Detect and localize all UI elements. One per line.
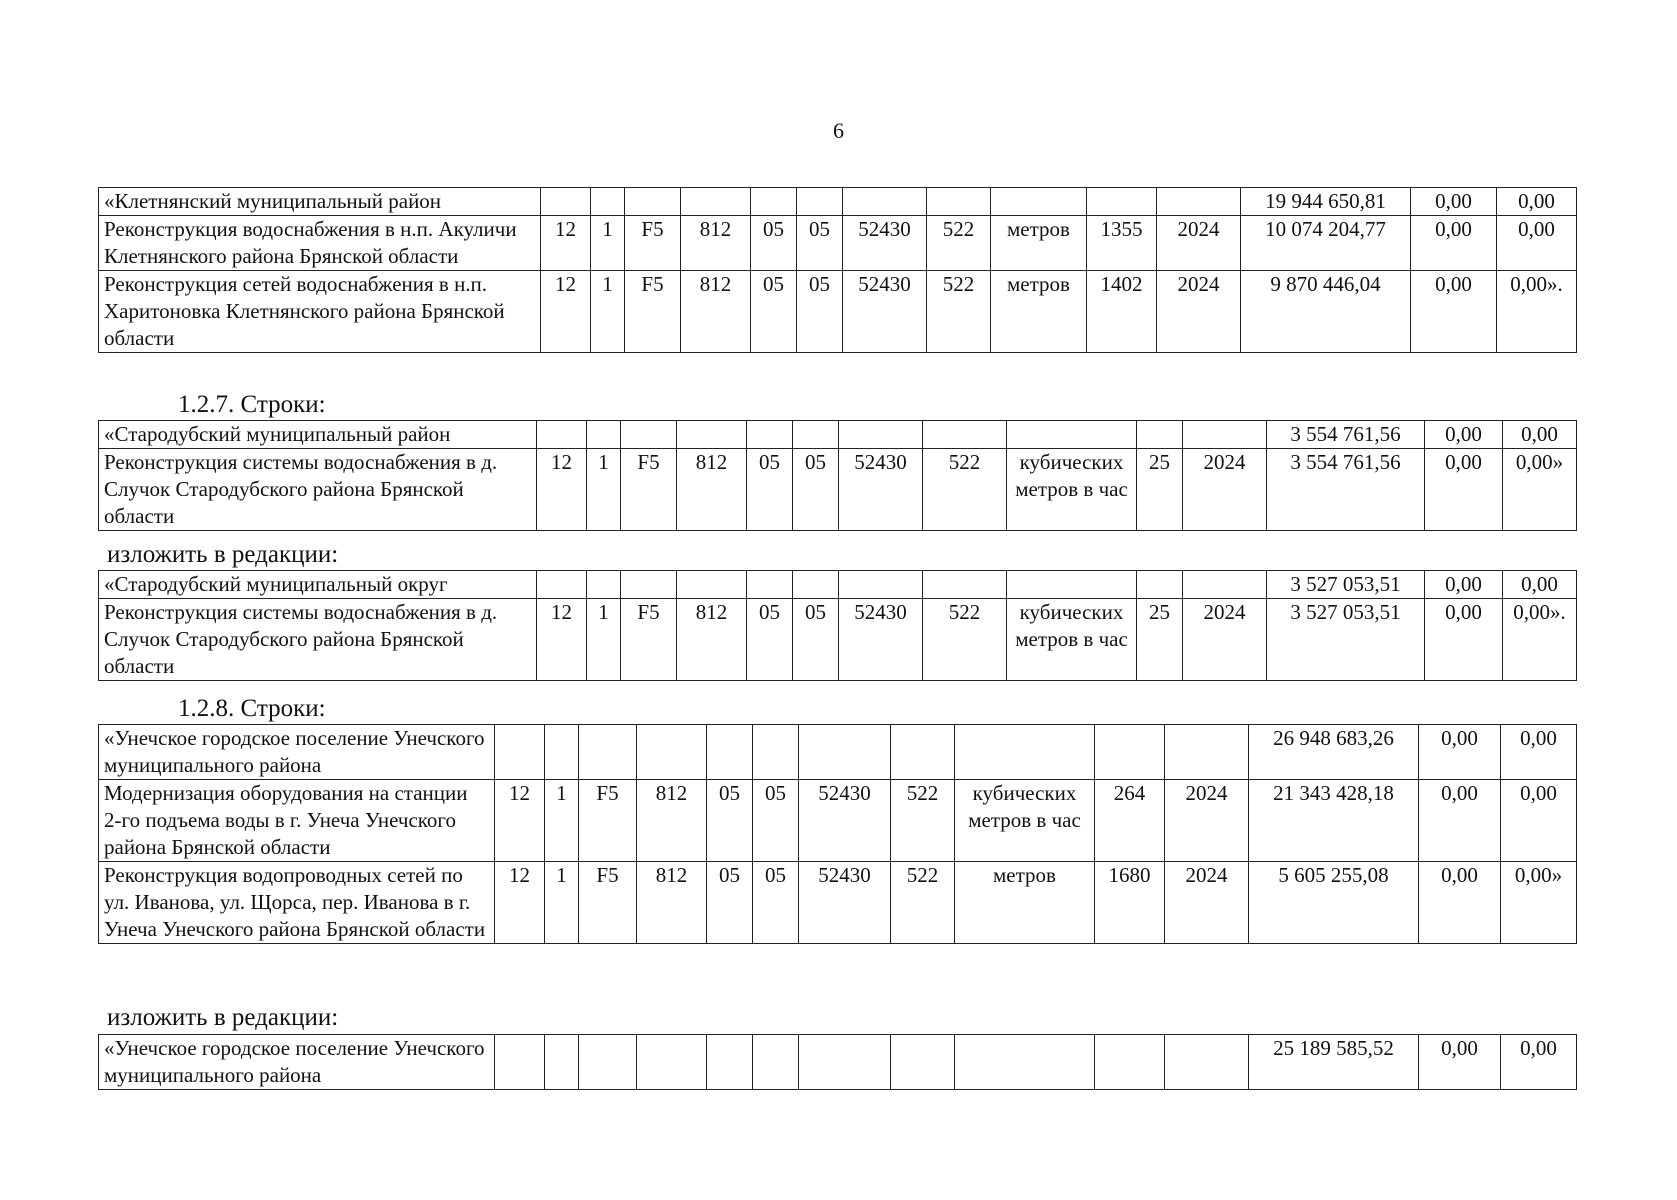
- table-cell: 2024: [1165, 780, 1249, 862]
- table-cell: [579, 725, 637, 780]
- table-cell: 3 554 761,56: [1267, 449, 1425, 531]
- table-cell: [1007, 421, 1137, 449]
- table-cell: F5: [625, 216, 681, 271]
- table-cell: 25 189 585,52: [1249, 1035, 1419, 1090]
- table-cell: 812: [637, 780, 707, 862]
- table-cell: 05: [747, 599, 793, 681]
- table-cell: [625, 188, 681, 216]
- table-cell: [637, 1035, 707, 1090]
- table-cell: [955, 725, 1095, 780]
- table-cell: [621, 421, 677, 449]
- table-cell: 52430: [839, 449, 923, 531]
- table-cell: 0,00: [1425, 571, 1503, 599]
- table-cell: 2024: [1183, 449, 1267, 531]
- table-cell: 0,00: [1503, 421, 1577, 449]
- budget-table-unecha-old: [98, 724, 1577, 944]
- table-row: [99, 862, 1577, 944]
- table-cell: 0,00».: [1503, 599, 1577, 681]
- table-cell: 0,00»: [1501, 862, 1577, 944]
- table-cell: F5: [625, 271, 681, 353]
- table-cell: 05: [793, 449, 839, 531]
- row-name: Реконструкция водоснабжения в н.п. Акуличи Клетнянского района Брянской области: [99, 216, 541, 271]
- table-cell: 2024: [1165, 862, 1249, 944]
- table-cell: 0,00».: [1497, 271, 1577, 353]
- table-cell: 1: [587, 599, 621, 681]
- row-name: Реконструкция системы водоснабжения в д. Случок Стародубского района Брянской области: [99, 599, 537, 681]
- table-cell: 05: [793, 599, 839, 681]
- table-cell: 522: [927, 216, 991, 271]
- table-cell: 0,00: [1501, 1035, 1577, 1090]
- table-cell: [955, 1035, 1095, 1090]
- table-cell: [891, 725, 955, 780]
- table-cell: метров: [955, 862, 1095, 944]
- table-row: [99, 571, 1577, 599]
- table-cell: 9 870 446,04: [1241, 271, 1411, 353]
- table-cell: [1087, 188, 1157, 216]
- table-cell: 522: [927, 271, 991, 353]
- table-cell: 1: [591, 216, 625, 271]
- table-row: [99, 216, 1577, 271]
- table-row: [99, 725, 1577, 780]
- table-cell: [1137, 571, 1183, 599]
- table-cell: 1: [587, 449, 621, 531]
- table-cell: 522: [923, 599, 1007, 681]
- table-cell: [541, 188, 591, 216]
- table-cell: 12: [537, 599, 587, 681]
- table-cell: [1137, 421, 1183, 449]
- table-cell: 3 527 053,51: [1267, 599, 1425, 681]
- table-cell: [797, 188, 843, 216]
- table-cell: 52430: [843, 271, 927, 353]
- table-cell: 0,00: [1425, 449, 1503, 531]
- row-name: Реконструкция водопроводных сетей по ул. Иванова, ул. Щорса, пер. Иванова в г. Унеча Унечского района Брянской области: [99, 862, 495, 944]
- table-cell: метров: [991, 271, 1087, 353]
- table-cell: [707, 725, 753, 780]
- table-cell: 2024: [1157, 216, 1241, 271]
- table-cell: 0,00: [1503, 571, 1577, 599]
- table-cell: [1165, 725, 1249, 780]
- table-cell: 52430: [843, 216, 927, 271]
- table-cell: 05: [707, 862, 753, 944]
- table-cell: [751, 188, 797, 216]
- row-name: «Клетнянский муниципальный район: [99, 188, 541, 216]
- table-cell: 12: [495, 862, 545, 944]
- table-cell: [747, 571, 793, 599]
- table-cell: F5: [621, 599, 677, 681]
- table-row: [99, 780, 1577, 862]
- budget-table-kletnya: [98, 187, 1577, 353]
- table-cell: 2024: [1183, 599, 1267, 681]
- table-cell: [587, 571, 621, 599]
- table-cell: 0,00: [1419, 1035, 1501, 1090]
- row-name: Модернизация оборудования на станции 2-го подъема воды в г. Унеча Унечского района Брянской области: [99, 780, 495, 862]
- table-cell: 522: [891, 862, 955, 944]
- table-cell: 52430: [799, 780, 891, 862]
- table-cell: 812: [681, 271, 751, 353]
- table-cell: [677, 571, 747, 599]
- table-cell: [637, 725, 707, 780]
- table-cell: 3 554 761,56: [1267, 421, 1425, 449]
- table-cell: 05: [753, 862, 799, 944]
- table-cell: 05: [797, 271, 843, 353]
- table-row: [99, 188, 1577, 216]
- table-cell: [839, 421, 923, 449]
- table-row: [99, 1035, 1577, 1090]
- table-cell: 05: [753, 780, 799, 862]
- table-cell: F5: [579, 780, 637, 862]
- table-cell: F5: [579, 862, 637, 944]
- table-cell: 0,00: [1419, 862, 1501, 944]
- table-cell: 0,00: [1411, 271, 1497, 353]
- row-name: «Стародубский муниципальный округ: [99, 571, 537, 599]
- table-cell: [681, 188, 751, 216]
- table-cell: 12: [495, 780, 545, 862]
- table-cell: 26 948 683,26: [1249, 725, 1419, 780]
- table-cell: 0,00»: [1503, 449, 1577, 531]
- table-cell: [799, 1035, 891, 1090]
- table-cell: [843, 188, 927, 216]
- table-cell: [621, 571, 677, 599]
- budget-table-starodub-old: [98, 420, 1577, 531]
- table-cell: 12: [541, 216, 591, 271]
- table-cell: [753, 725, 799, 780]
- table-cell: 12: [541, 271, 591, 353]
- table-cell: 0,00: [1411, 216, 1497, 271]
- row-name: Реконструкция сетей водоснабжения в н.п. Харитоновка Клетнянского района Брянской области: [99, 271, 541, 353]
- table-cell: [587, 421, 621, 449]
- table-cell: [839, 571, 923, 599]
- table-cell: [991, 188, 1087, 216]
- table-cell: 05: [797, 216, 843, 271]
- section-heading: изложить в редакции:: [107, 1004, 339, 1031]
- table-cell: 2024: [1157, 271, 1241, 353]
- table-cell: [927, 188, 991, 216]
- table-cell: 10 074 204,77: [1241, 216, 1411, 271]
- table-row: [99, 599, 1577, 681]
- table-cell: [677, 421, 747, 449]
- table-cell: 0,00: [1425, 599, 1503, 681]
- table-cell: 0,00: [1497, 216, 1577, 271]
- table-cell: 1: [545, 780, 579, 862]
- table-cell: 522: [923, 449, 1007, 531]
- table-cell: 0,00: [1425, 421, 1503, 449]
- table-cell: 21 343 428,18: [1249, 780, 1419, 862]
- table-cell: [1157, 188, 1241, 216]
- table-cell: 5 605 255,08: [1249, 862, 1419, 944]
- table-cell: [537, 571, 587, 599]
- table-cell: [537, 421, 587, 449]
- table-cell: 812: [677, 449, 747, 531]
- table-cell: [793, 421, 839, 449]
- table-cell: [1183, 571, 1267, 599]
- table-cell: 05: [707, 780, 753, 862]
- table-row: [99, 421, 1577, 449]
- table-cell: 0,00: [1419, 780, 1501, 862]
- table-cell: 812: [637, 862, 707, 944]
- section-heading: 1.2.7. Строки:: [178, 391, 326, 418]
- table-cell: 0,00: [1501, 725, 1577, 780]
- table-cell: 0,00: [1497, 188, 1577, 216]
- table-cell: кубических метров в час: [1007, 449, 1137, 531]
- page-number: 6: [833, 118, 844, 143]
- row-name: «Стародубский муниципальный район: [99, 421, 537, 449]
- table-cell: [545, 725, 579, 780]
- table-cell: 19 944 650,81: [1241, 188, 1411, 216]
- table-cell: 1355: [1087, 216, 1157, 271]
- table-cell: 05: [751, 271, 797, 353]
- table-cell: [1095, 1035, 1165, 1090]
- table-cell: 52430: [839, 599, 923, 681]
- table-cell: 05: [751, 216, 797, 271]
- table-cell: кубических метров в час: [1007, 599, 1137, 681]
- budget-table-unecha-new: [98, 1034, 1577, 1090]
- row-name: «Унечское городское поселение Унечского муниципального района: [99, 725, 495, 780]
- table-cell: 812: [681, 216, 751, 271]
- table-cell: [591, 188, 625, 216]
- table-cell: [747, 421, 793, 449]
- table-cell: [707, 1035, 753, 1090]
- table-cell: метров: [991, 216, 1087, 271]
- budget-table-starodub-new: [98, 570, 1577, 681]
- table-cell: 25: [1137, 599, 1183, 681]
- table-cell: 0,00: [1419, 725, 1501, 780]
- table-cell: [1007, 571, 1137, 599]
- section-heading: 1.2.8. Строки:: [178, 695, 326, 722]
- table-row: [99, 271, 1577, 353]
- table-cell: 1680: [1095, 862, 1165, 944]
- table-cell: [1095, 725, 1165, 780]
- table-cell: 0,00: [1411, 188, 1497, 216]
- table-cell: кубических метров в час: [955, 780, 1095, 862]
- table-cell: [923, 571, 1007, 599]
- table-cell: [495, 725, 545, 780]
- table-cell: 1: [545, 862, 579, 944]
- table-cell: 1402: [1087, 271, 1157, 353]
- table-cell: 522: [891, 780, 955, 862]
- row-name: Реконструкция системы водоснабжения в д. Случок Стародубского района Брянской области: [99, 449, 537, 531]
- table-row: [99, 449, 1577, 531]
- table-cell: [923, 421, 1007, 449]
- table-cell: 05: [747, 449, 793, 531]
- table-cell: 1: [591, 271, 625, 353]
- table-cell: 3 527 053,51: [1267, 571, 1425, 599]
- section-heading: изложить в редакции:: [107, 541, 339, 568]
- table-cell: [1165, 1035, 1249, 1090]
- table-cell: 812: [677, 599, 747, 681]
- table-cell: [545, 1035, 579, 1090]
- table-cell: [793, 571, 839, 599]
- row-name: «Унечское городское поселение Унечского муниципального района: [99, 1035, 495, 1090]
- table-cell: [753, 1035, 799, 1090]
- table-cell: [891, 1035, 955, 1090]
- table-cell: 25: [1137, 449, 1183, 531]
- table-cell: 264: [1095, 780, 1165, 862]
- table-cell: [579, 1035, 637, 1090]
- table-cell: F5: [621, 449, 677, 531]
- table-cell: [495, 1035, 545, 1090]
- table-cell: 52430: [799, 862, 891, 944]
- table-cell: 12: [537, 449, 587, 531]
- table-cell: [1183, 421, 1267, 449]
- table-cell: 0,00: [1501, 780, 1577, 862]
- table-cell: [799, 725, 891, 780]
